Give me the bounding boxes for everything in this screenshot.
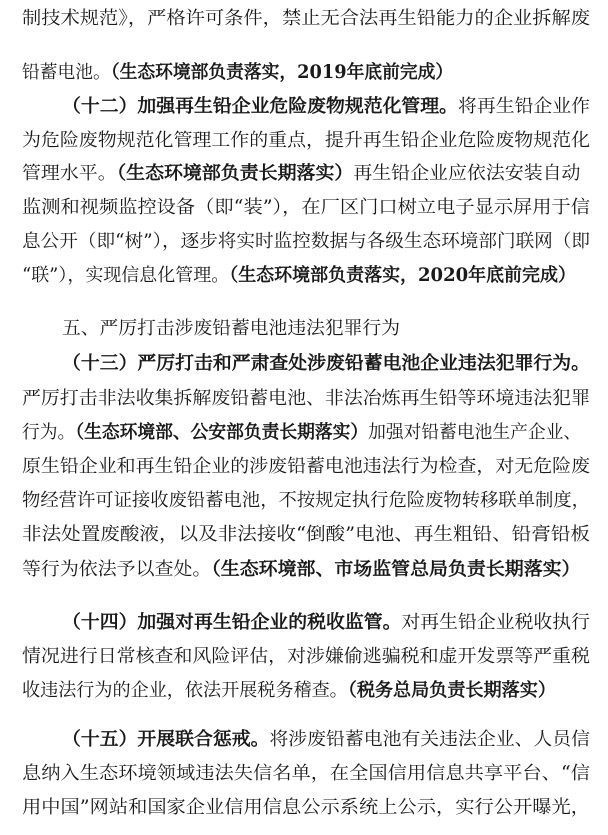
text-run: “联”），实现信息化管理。 bbox=[22, 265, 230, 286]
text-run: 严厉打击非法收集拆解废铅蓄电池、非法冶炼再生铅等环境违法犯罪 bbox=[22, 388, 591, 409]
text-line bbox=[0, 725, 608, 755]
text-run: 监测和视频监控设备（即“装”），在厂区门口树立电子显示屏用于信 bbox=[22, 197, 591, 218]
text-run: 铅蓄电池。 bbox=[22, 62, 111, 83]
text-run: 物经营许可证接收废铅蓄电池，不按规定执行危险废物转移联单制度， bbox=[22, 490, 591, 511]
bold-text-run: （生态环境部负责落实，2019年底前完成） bbox=[110, 62, 454, 83]
text-run: 非法处置废酸液，以及非法接收“倒酸”电池、再生粗铅、铅膏铅板 bbox=[22, 524, 590, 545]
bold-text-run: （十二）加强再生铅企业危险废物规范化管理。 bbox=[62, 96, 459, 117]
text-line bbox=[0, 159, 608, 189]
text-line bbox=[0, 608, 608, 638]
bold-text-run: （生态环境部、市场监管总局负责长期落实） bbox=[211, 559, 581, 580]
text-run: 行为。 bbox=[22, 422, 76, 443]
text-line bbox=[0, 261, 608, 291]
text-run: 原生铅企业和再生铅企业的涉废铅蓄电池违法行为检查，对无危险废 bbox=[22, 456, 591, 477]
text-line bbox=[0, 676, 608, 706]
text-run: 再生铅企业应依法安装自动 bbox=[353, 163, 581, 184]
text-line bbox=[0, 4, 608, 34]
text-run: 管理水平。 bbox=[22, 163, 117, 184]
text-run: 收违法行为的企业，依法开展税务稽查。 bbox=[22, 680, 348, 701]
text-line bbox=[0, 58, 608, 88]
text-run: 将再生铅企业作 bbox=[458, 96, 591, 117]
text-run: 加强对铅蓄电池生产企业、 bbox=[368, 422, 582, 443]
text-run: 将涉废铅蓄电池有关违法企业、人员信 bbox=[269, 729, 591, 750]
text-line bbox=[0, 520, 608, 550]
text-line bbox=[0, 227, 608, 257]
bold-text-run: （十五）开展联合惩戒。 bbox=[62, 729, 270, 750]
text-line bbox=[0, 384, 608, 414]
text-line bbox=[0, 418, 608, 448]
bold-text-run: （生态环境部、公安部负责长期落实） bbox=[75, 422, 369, 443]
bold-text-run: （生态环境部负责落实，2020年底前完成） bbox=[229, 265, 577, 286]
bold-text-run: （税务总局负责长期落实） bbox=[347, 680, 556, 701]
text-line bbox=[0, 793, 608, 823]
text-run: 制技术规范》，严格许可条件，禁止无合法再生铅能力的企业拆解废 bbox=[22, 8, 591, 29]
text-line bbox=[0, 92, 608, 122]
text-line bbox=[0, 642, 608, 672]
text-run: 用中国”网站和国家企业信用信息公示系统上公示，实行公开曝光， bbox=[22, 797, 590, 818]
text-run: 等行为依法予以查处。 bbox=[22, 559, 212, 580]
text-run: 五、严厉打击涉废铅蓄电池违法犯罪行为 bbox=[62, 318, 400, 339]
text-run: 息公开（即“树”），逐步将实时监控数据与各级生态环境部门联网（即 bbox=[22, 231, 591, 252]
bold-text-run: （生态环境部负责长期落实） bbox=[116, 163, 354, 184]
text-line bbox=[0, 193, 608, 223]
text-line bbox=[0, 759, 608, 789]
text-run: 对再生铅企业税收执行 bbox=[401, 612, 591, 633]
text-line bbox=[0, 126, 608, 156]
text-line bbox=[0, 452, 608, 482]
text-line bbox=[0, 349, 608, 379]
text-line bbox=[0, 486, 608, 516]
text-line bbox=[0, 555, 608, 585]
bold-text-run: （十四）加强对再生铅企业的税收监管。 bbox=[62, 612, 402, 633]
text-run: 息纳入生态环境领域违法失信名单，在全国信用信息共享平台、“信 bbox=[22, 763, 590, 784]
bold-text-run: （十三）严厉打击和严肃查处涉废铅蓄电池企业违法犯罪行为。 bbox=[62, 353, 591, 374]
text-run: 情况进行日常核查和风险评估，对涉嫌偷逃骗税和虚开发票等严重税 bbox=[22, 646, 591, 667]
text-line bbox=[0, 314, 608, 344]
text-run: 为危险废物规范化管理工作的重点，提升再生铅企业危险废物规范化 bbox=[22, 130, 591, 151]
